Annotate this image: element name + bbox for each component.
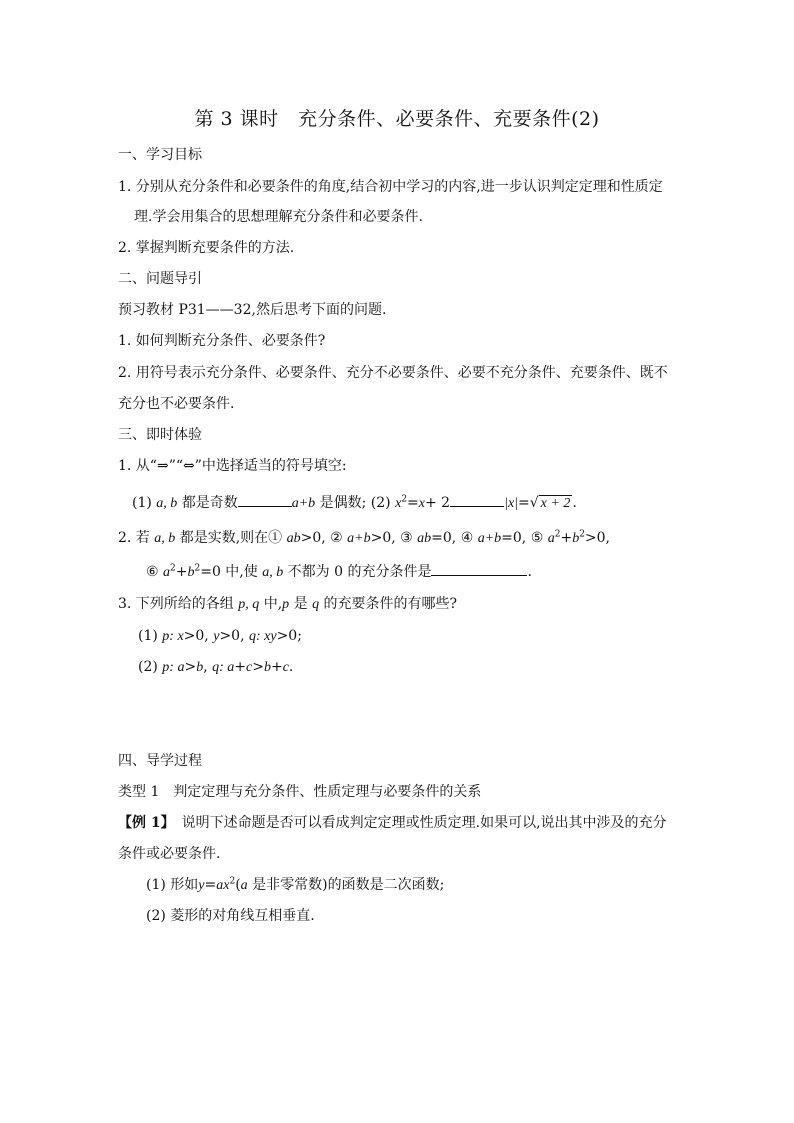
section-heading-practice: 三、即时体验 [118,427,202,443]
var-ab: a, b [154,531,176,546]
plus: + [270,659,283,675]
text: >0, [584,530,611,546]
preview-instruction: 预习教材 P31——32,然后思考下面的问题. [118,302,387,318]
text: >0, [183,628,214,644]
question-1: 1. 如何判断充分条件、必要条件? [118,333,326,349]
var-q: q: a [212,660,235,675]
example-label: 【例 1】 [118,815,168,831]
page-title: 第 3 课时 充分条件、必要条件、充要条件(2) [194,108,600,130]
type-1-heading: 类型 1 判定定理与充分条件、性质定理与必要条件的关系 [118,784,482,800]
section-heading-questions: 二、问题导引 [118,271,202,287]
var-q: q [248,629,256,644]
exponent: 2 [229,876,236,887]
var-x: : x [169,629,184,644]
exponent: 2 [579,529,585,540]
var-c: c [246,660,253,675]
practice-1: 1. 从“⇒”“⇔”中选择适当的符号填空: [118,458,347,474]
text: =0, ④ [431,530,478,546]
plus: + [234,659,246,675]
exponent: 2 [170,563,176,574]
var-p: p [282,597,290,612]
practice-3-part-2 [138,657,293,678]
var-a-plus-b: a+b [291,496,316,511]
var-b: b [263,660,271,675]
period: . [288,659,294,675]
part-1-label: (1) [132,495,157,511]
question-2-line-2: 充分也不必要条件. [118,396,235,412]
plus-two: + 2 [425,495,451,511]
var-b: b [196,660,204,675]
var-x: x [418,496,425,511]
exponent: 2 [194,563,201,574]
var-a: a [163,565,171,580]
text: 是偶数; (2) [315,495,396,511]
abs-x: |x| [504,496,519,511]
text: 的充要条件的有哪些? [319,596,458,612]
var-a: a [240,878,248,893]
gt: > [184,659,197,675]
text: 是非零常数)的函数是二次函数; [247,877,445,893]
cond-4: a+b [477,531,502,546]
example-1-line-2: 条件或必要条件. [118,846,221,862]
text: 都是实数,则在① [175,530,287,546]
var-q: q [312,597,320,612]
var-c: c [282,660,289,675]
text: 3. 下列所给的各组 [118,596,239,612]
text: (1) [138,628,163,644]
sqrt-icon: √ [529,495,539,511]
var-b: b [572,531,580,546]
radicand: x + 2 [540,496,571,511]
var-a: a [547,531,555,546]
practice-1-parts [132,492,577,514]
cond-2: a+b [347,531,371,546]
var-p: p: a [162,660,185,675]
answer-blank-3[interactable] [431,561,527,576]
var-b: b [187,565,195,580]
text: , [203,659,213,675]
cond-3: ab [417,531,432,546]
var-p: p [162,629,170,644]
period: . [572,495,577,511]
var-y: y [198,878,205,893]
text: 中, [259,596,283,612]
text: >0, [219,628,249,644]
var-ab: a, b [156,496,178,511]
text: 2. 若 [118,530,155,546]
answer-blank-1[interactable] [238,492,292,507]
text: (1) 形如 [146,877,199,893]
example-1-line-1 [118,813,667,833]
practice-3 [118,594,457,615]
text: ⑥ [146,564,164,580]
text: 是 [289,596,313,612]
text: ( [235,877,241,893]
example-1-part-1 [146,875,444,896]
text: =0 中,使 [200,564,263,580]
question-2-line-1: 2. 用符号表示充分条件、必要条件、充分不必要条件、必要不充分条件、充要条件、既不 [118,365,668,381]
objective-2: 2. 掌握判断充要条件的方法. [118,240,295,256]
objective-1-line-1: 1. 分别从充分条件和必要条件的角度,结合初中学习的内容,进一步认识判定定理和性质定 [118,179,663,195]
text: >0, ② [300,530,348,546]
text: >0; [276,628,302,644]
text: (2) [138,659,163,675]
equals: = [518,495,530,511]
practice-2-line-1 [118,528,610,549]
plus: + [560,530,573,546]
var-ab: a, b [262,565,284,580]
section-heading-process: 四、导学过程 [118,753,202,769]
var-xy: : xy [255,629,277,644]
practice-3-part-1 [138,626,302,647]
var-y: y [213,629,220,644]
text: 说明下述命题是否可以看成判定定理或性质定理.如果可以,说出其中涉及的充分 [167,815,667,831]
cond-1: ab [286,531,301,546]
text: =0, ⑤ [501,530,548,546]
text: 都是奇数 [177,495,238,511]
answer-blank-2[interactable] [450,492,504,507]
exponent: 2 [401,494,408,505]
section-heading-objectives: 一、学习目标 [118,147,202,163]
var-pq: p, q [238,597,260,612]
objective-1-line-2: 理.学会用集合的思想理解充分条件和必要条件. [134,209,423,225]
equals: = [204,877,217,893]
var-ax: ax [216,878,230,893]
text: 不都为 0 的充分条件是 [283,564,432,580]
gt: > [252,659,264,675]
text: >0, ③ [370,530,418,546]
var-x: x [395,496,402,511]
example-1-part-2: (2) 菱形的对角线互相垂直. [146,908,315,924]
practice-2-line-2 [146,561,532,583]
plus: + [175,564,188,580]
equals: = [407,495,419,511]
period: . [527,564,532,580]
exponent: 2 [554,529,561,540]
